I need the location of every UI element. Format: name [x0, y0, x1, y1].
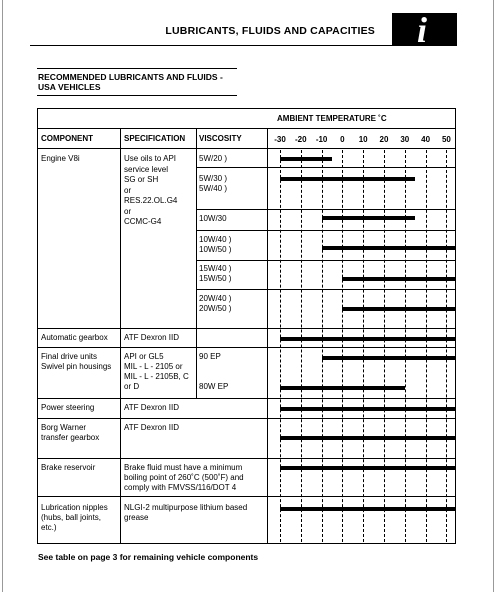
row-rule — [37, 347, 456, 348]
temperature-range-bar — [342, 307, 455, 311]
section-title — [38, 72, 223, 92]
spec-engine — [124, 154, 177, 228]
temperature-tick-label: 0 — [340, 135, 345, 144]
component-line: Borg Warner — [41, 423, 87, 432]
temperature-gridline — [322, 150, 323, 542]
col-header-component: COMPONENT — [41, 134, 93, 143]
spec-borg-warner: ATF Dexron IID — [124, 423, 179, 432]
row-rule — [196, 289, 456, 290]
temperature-range-bar — [280, 386, 405, 390]
viscosity-10w50: 10W/50 ) — [199, 245, 232, 254]
viscosity-20w50: 20W/50 ) — [199, 304, 232, 313]
temperature-tick-label: 20 — [379, 135, 389, 144]
component-borg-warner — [41, 423, 99, 443]
viscosity-10w40: 10W/40 ) — [199, 235, 232, 244]
info-icon-glyph: i — [416, 10, 427, 50]
spec-line: or D — [124, 382, 140, 391]
viscosity-5w40: 5W/40 ) — [199, 184, 228, 193]
spec-final-drive — [124, 352, 189, 392]
viscosity-5w30: 5W/30 ) — [199, 174, 228, 183]
spec-line: NLGI-2 multipurpose lithium based — [124, 503, 248, 512]
col-rule — [267, 128, 268, 544]
page-border-right — [493, 0, 494, 592]
component-line: Lubrication nipples — [41, 503, 108, 512]
footnote: See table on page 3 for remaining vehicle components — [38, 552, 259, 562]
temperature-gridline — [384, 150, 385, 542]
section-rule-top — [37, 68, 237, 69]
row-rule — [37, 128, 456, 129]
temperature-tick-label: -30 — [274, 135, 286, 144]
row-rule — [37, 458, 456, 459]
row-rule — [196, 209, 456, 210]
temperature-range-bar — [322, 356, 455, 360]
temperature-gridline — [446, 150, 447, 542]
spec-line: MIL - L - 2105 or — [124, 362, 183, 371]
info-icon — [392, 10, 457, 50]
section-title-line1: RECOMMENDED LUBRICANTS AND FLUIDS - — [38, 72, 223, 82]
viscosity-15w40: 15W/40 ) — [199, 264, 232, 273]
temperature-gridline — [342, 150, 343, 542]
temperature-range-bar — [280, 177, 415, 181]
col-header-viscosity: VISCOSITY — [199, 134, 242, 143]
temperature-range-bar — [280, 436, 455, 440]
temperature-tick-label: 50 — [441, 135, 451, 144]
spec-line: MIL - L - 2105B, C — [124, 372, 189, 381]
row-rule — [37, 418, 456, 419]
col-header-specification: SPECIFICATION — [124, 134, 186, 143]
col-rule — [120, 128, 121, 544]
row-rule — [37, 328, 456, 329]
spec-line: grease — [124, 513, 149, 522]
ambient-header: AMBIENT TEMPERATURE ˚C — [277, 114, 387, 123]
spec-line: or — [124, 206, 132, 216]
temperature-range-bar — [322, 246, 455, 250]
component-final-drive — [41, 352, 111, 372]
temperature-gridline — [426, 150, 427, 542]
temperature-gridline — [363, 150, 364, 542]
spec-line: comply with FMVSS/116/DOT 4 — [124, 483, 237, 492]
row-rule — [196, 167, 456, 168]
spec-line: RES.22.OL.G4 — [124, 196, 178, 205]
temperature-range-bar — [280, 407, 455, 411]
spec-line: Use oils to API — [124, 154, 177, 163]
spec-line: Brake fluid must have a minimum — [124, 463, 243, 472]
spec-line: or — [124, 185, 132, 195]
col-rule — [196, 128, 197, 398]
lubricants-table — [37, 108, 456, 544]
spec-line: boiling point of 260˚C (500˚F) and — [124, 473, 244, 482]
section-title-line2: USA VEHICLES — [38, 82, 101, 92]
viscosity-5w20: 5W/20 ) — [199, 154, 228, 163]
temperature-range-bar — [280, 157, 332, 161]
temperature-range-bar — [322, 216, 416, 220]
temperature-gridline — [405, 150, 406, 542]
component-line: Final drive units — [41, 352, 98, 361]
temperature-tick-label: -10 — [315, 135, 328, 144]
spec-line: API or GL5 — [124, 352, 164, 361]
temperature-tick-label: 30 — [400, 135, 410, 144]
component-brake-reservoir: Brake reservoir — [41, 463, 96, 472]
temperature-gridline — [280, 150, 281, 542]
component-power-steering: Power steering — [41, 403, 95, 412]
temperature-range-bar — [342, 277, 455, 281]
temperature-range-bar — [280, 507, 455, 511]
component-auto-gearbox: Automatic gearbox — [41, 333, 108, 342]
spec-lubrication-nipples — [124, 503, 247, 523]
temperature-tick-label: -20 — [295, 135, 307, 144]
temperature-gridline — [301, 150, 302, 542]
component-line: (hubs, ball joints, — [41, 513, 102, 522]
component-line: etc.) — [41, 523, 57, 532]
spec-line: CCMC-G4 — [124, 217, 162, 226]
viscosity-15w50: 15W/50 ) — [199, 274, 232, 283]
temperature-range-bar — [280, 466, 455, 470]
spec-brake-reservoir — [124, 463, 244, 493]
spec-line: SG or SH — [124, 175, 159, 184]
viscosity-20w40: 20W/40 ) — [199, 294, 232, 303]
viscosity-80wep: 80W EP — [199, 382, 229, 391]
row-rule — [37, 398, 456, 399]
temperature-tick-label: 10 — [358, 135, 368, 144]
row-rule — [196, 230, 456, 231]
page-border-left — [2, 0, 3, 592]
row-rule — [196, 260, 456, 261]
spec-line: service level — [124, 164, 169, 174]
row-rule — [37, 496, 456, 497]
spec-power-steering: ATF Dexron IID — [124, 403, 179, 412]
component-lubrication-nipples — [41, 503, 108, 533]
component-line: transfer gearbox — [41, 433, 100, 442]
viscosity-90ep: 90 EP — [199, 352, 221, 361]
component-engine: Engine V8i — [41, 154, 80, 163]
spec-auto-gearbox: ATF Dexron IID — [124, 333, 179, 342]
row-rule — [37, 148, 456, 149]
viscosity-10w30: 10W/30 — [199, 214, 227, 223]
page-title: LUBRICANTS, FLUIDS AND CAPACITIES — [165, 25, 375, 37]
component-line: Swivel pin housings — [41, 362, 112, 371]
temperature-range-bar — [280, 337, 455, 341]
section-rule-bottom — [37, 95, 237, 96]
temperature-tick-label: 40 — [421, 135, 431, 144]
